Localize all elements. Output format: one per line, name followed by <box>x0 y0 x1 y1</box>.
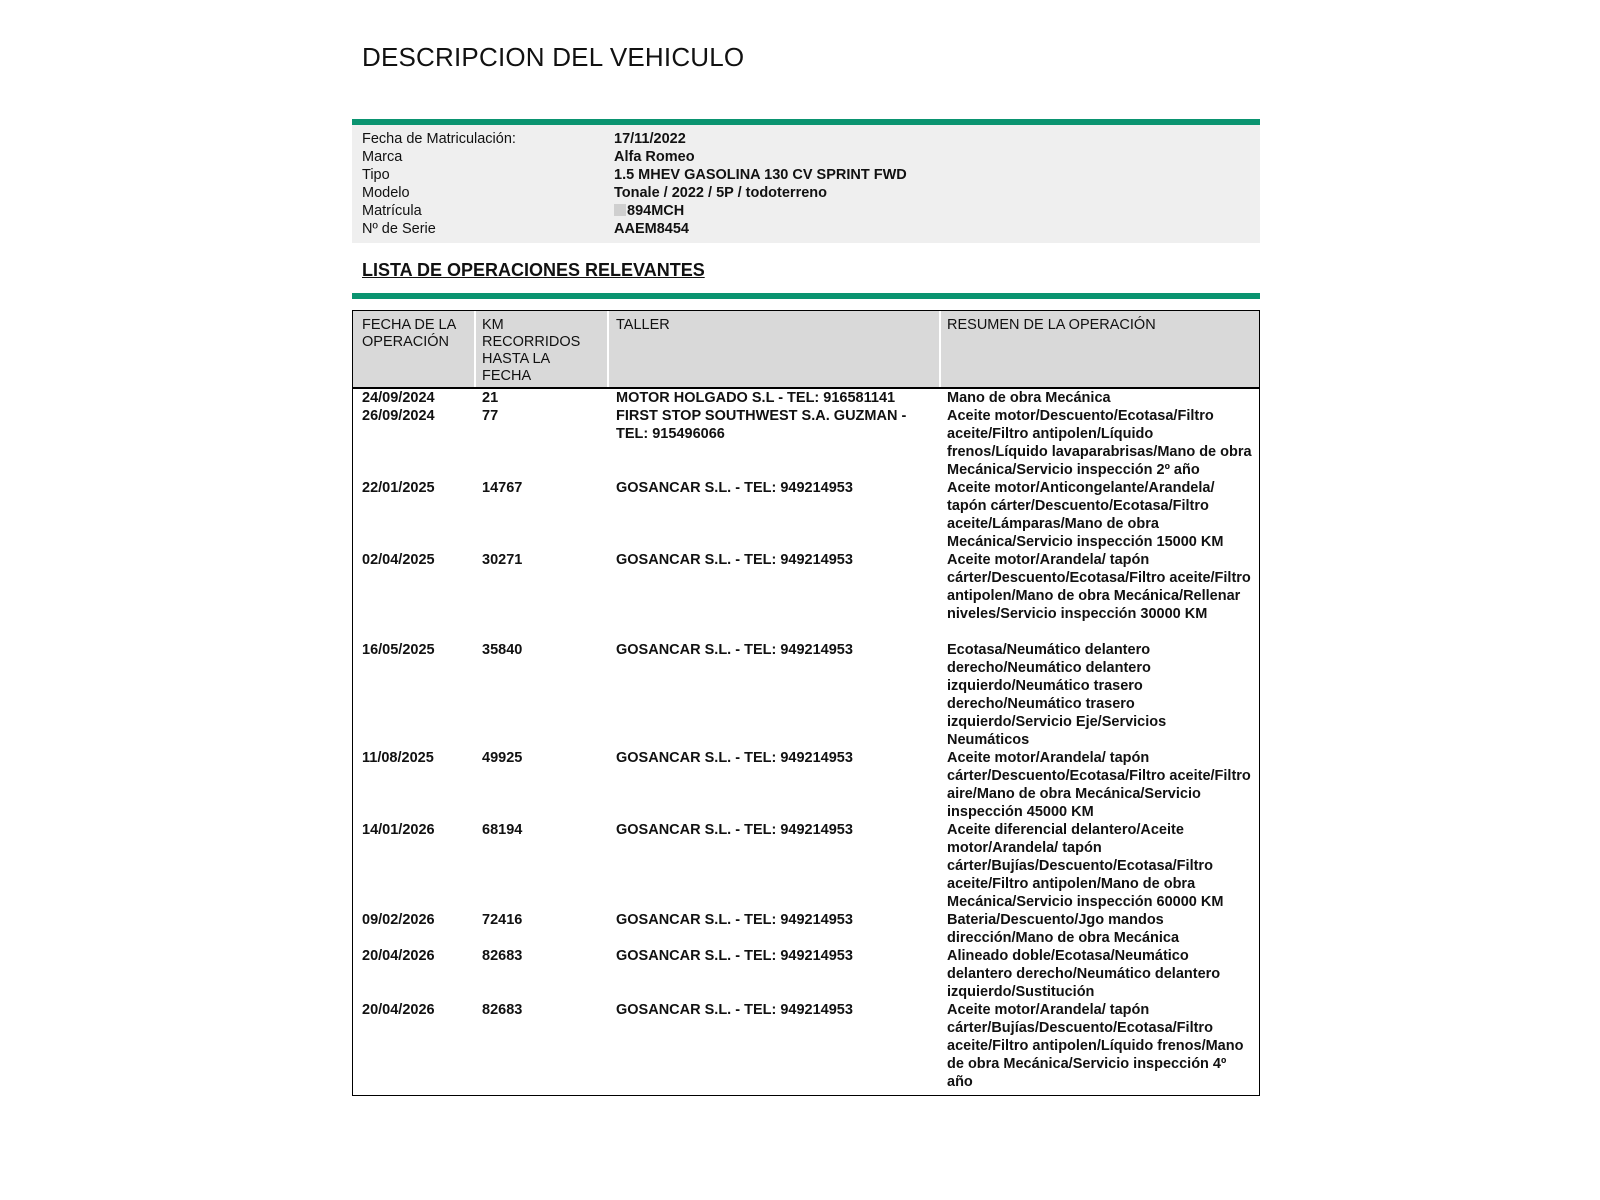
row-taller: GOSANCAR S.L. - TEL: 949214953 <box>616 642 853 658</box>
table-row <box>353 749 1259 821</box>
model-label: Modelo <box>362 185 410 201</box>
row-resumen: Alineado doble/Ecotasa/Neumático delantero derecho/Neumático delantero izquierdo/Sustitución <box>947 948 1221 1000</box>
row-km: 72416 <box>482 912 523 928</box>
serial-label: Nº de Serie <box>362 221 436 237</box>
row-date: 22/01/2025 <box>362 480 435 496</box>
section-title: LISTA DE OPERACIONES RELEVANTES <box>362 260 705 280</box>
table-row <box>353 407 1259 479</box>
row-date: 26/09/2024 <box>362 408 435 424</box>
header-resumen: RESUMEN DE LA OPERACIÓN <box>947 317 1156 333</box>
header-date: FECHA DE LA OPERACIÓN <box>362 317 456 350</box>
row-date: 09/02/2026 <box>362 912 435 928</box>
header-separator <box>607 311 609 387</box>
table-header <box>353 311 1259 389</box>
row-taller: GOSANCAR S.L. - TEL: 949214953 <box>616 480 853 496</box>
row-resumen: Aceite motor/Descuento/Ecotasa/Filtro aceite/Filtro antipolen/Líquido frenos/Líquido lavaparabrisas/Mano de obra Mecánica/Servicio inspección 2º año <box>947 408 1252 478</box>
row-km: 14767 <box>482 480 523 496</box>
table-row <box>353 947 1259 1001</box>
table-row <box>353 911 1259 947</box>
row-date: 02/04/2025 <box>362 552 435 568</box>
header-km: KM RECORRIDOS HASTA LA FECHA <box>482 317 581 384</box>
row-taller: MOTOR HOLGADO S.L - TEL: 916581141 <box>616 390 896 406</box>
registration-date-label: Fecha de Matriculación: <box>362 131 516 147</box>
row-taller: GOSANCAR S.L. - TEL: 949214953 <box>616 1002 853 1018</box>
model-value: Tonale / 2022 / 5P / todoterreno <box>614 185 827 201</box>
row-taller: FIRST STOP SOUTHWEST S.A. GUZMAN - TEL: 915496066 <box>616 408 907 442</box>
row-taller: GOSANCAR S.L. - TEL: 949214953 <box>616 750 853 766</box>
type-value: 1.5 MHEV GASOLINA 130 CV SPRINT FWD <box>614 167 907 183</box>
row-resumen: Aceite motor/Anticongelante/Arandela/ tapón cárter/Descuento/Ecotasa/Filtro aceite/Lámparas/Mano de obra Mecánica/Servicio inspección 15000 KM <box>947 480 1224 550</box>
table-body <box>353 389 1259 1091</box>
row-resumen: Ecotasa/Neumático delantero derecho/Neumático delantero izquierdo/Neumático trasero derecho/Neumático trasero izquierdo/Servicio Eje/Servicios Neumáticos <box>947 642 1167 748</box>
row-resumen: Aceite motor/Arandela/ tapón cárter/Bujías/Descuento/Ecotasa/Filtro aceite/Filtro antipolen/Líquido frenos/Mano de obra Mecánica/Servicio inspección 4º año <box>947 1002 1244 1090</box>
row-km: 82683 <box>482 948 523 964</box>
row-taller: GOSANCAR S.L. - TEL: 949214953 <box>616 912 853 928</box>
operations-table <box>352 310 1260 1096</box>
row-km: 35840 <box>482 642 523 658</box>
page-title: DESCRIPCION DEL VEHICULO <box>362 42 745 72</box>
plate-label: Matrícula <box>362 203 422 219</box>
table-row <box>353 389 1259 407</box>
row-km: 30271 <box>482 552 523 568</box>
plate-value-wrapper <box>614 202 684 220</box>
vehicle-details-panel <box>352 125 1260 243</box>
table-row <box>353 821 1259 911</box>
row-date: 11/08/2025 <box>362 750 434 766</box>
brand-value: Alfa Romeo <box>614 149 695 165</box>
row-km: 49925 <box>482 750 523 766</box>
row-taller: GOSANCAR S.L. - TEL: 949214953 <box>616 552 853 568</box>
row-date: 16/05/2025 <box>362 642 435 658</box>
table-row <box>353 479 1259 551</box>
row-km: 77 <box>482 408 499 424</box>
row-km: 82683 <box>482 1002 523 1018</box>
header-separator <box>939 311 941 387</box>
header-taller: TALLER <box>616 317 670 333</box>
row-resumen: Bateria/Descuento/Jgo mandos dirección/Mano de obra Mecánica <box>947 912 1180 946</box>
row-date: 14/01/2026 <box>362 822 435 838</box>
row-resumen: Aceite diferencial delantero/Aceite motor/Arandela/ tapón cárter/Bujías/Descuento/Ecotasa/Filtro aceite/Filtro antipolen/Mano de obra Mecánica/Servicio inspección 60000 KM <box>947 822 1224 910</box>
redaction-mark <box>614 204 626 216</box>
type-label: Tipo <box>362 167 390 183</box>
plate-value: 894MCH <box>627 203 685 219</box>
registration-date-value: 17/11/2022 <box>614 131 686 147</box>
row-taller: GOSANCAR S.L. - TEL: 949214953 <box>616 822 853 838</box>
row-date: 24/09/2024 <box>362 390 435 406</box>
table-row <box>353 1001 1259 1091</box>
section-divider <box>352 293 1260 299</box>
row-taller: GOSANCAR S.L. - TEL: 949214953 <box>616 948 853 964</box>
brand-label: Marca <box>362 149 403 165</box>
serial-value: AAEM8454 <box>614 221 689 237</box>
row-resumen: Aceite motor/Arandela/ tapón cárter/Descuento/Ecotasa/Filtro aceite/Filtro antipolen/Mano de obra Mecánica/Rellenar niveles/Servicio inspección 30000 KM <box>947 552 1251 622</box>
row-date: 20/04/2026 <box>362 948 435 964</box>
row-resumen: Aceite motor/Arandela/ tapón cárter/Descuento/Ecotasa/Filtro aceite/Filtro aire/Mano de obra Mecánica/Servicio inspección 45000 KM <box>947 750 1251 820</box>
row-resumen: Mano de obra Mecánica <box>947 390 1111 406</box>
row-km: 68194 <box>482 822 523 838</box>
row-date: 20/04/2026 <box>362 1002 435 1018</box>
header-separator <box>474 311 476 387</box>
table-row <box>353 551 1259 641</box>
table-row <box>353 641 1259 749</box>
row-km: 21 <box>482 390 499 406</box>
